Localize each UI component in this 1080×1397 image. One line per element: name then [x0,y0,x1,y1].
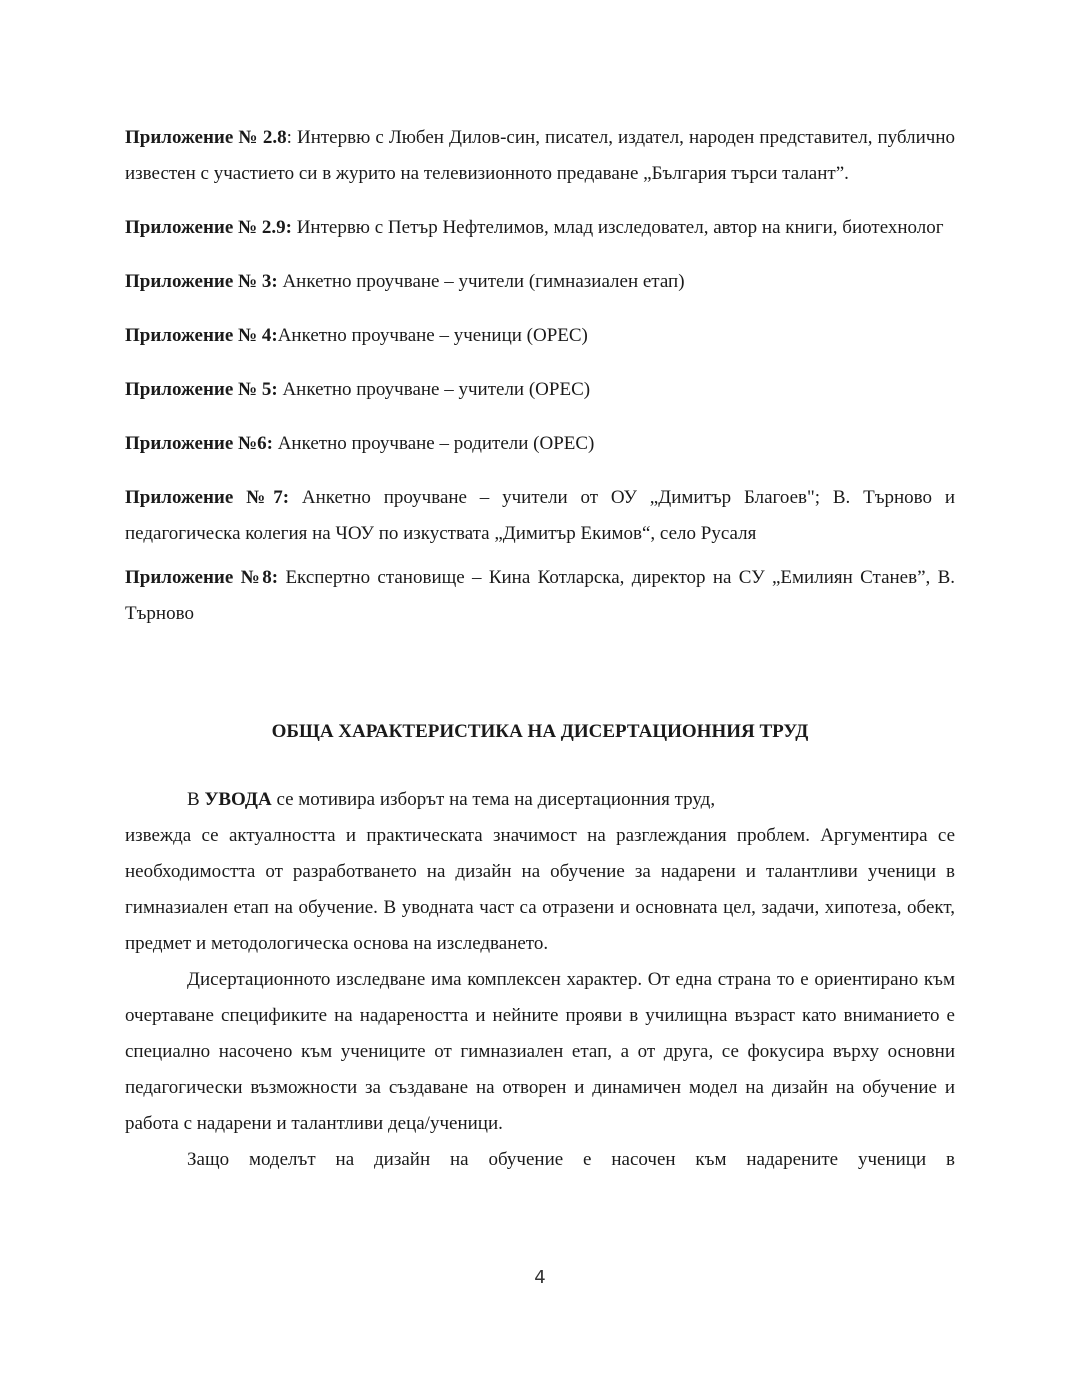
appendix-entry-3 [125,264,955,300]
appendix-label: Приложение № 5: [125,379,278,400]
page-number: 4 [534,1267,546,1288]
appendix-label: Приложение № 3: [125,271,278,292]
appendix-text: Анкетно проучване – родители (ОРЕС) [277,433,595,454]
appendix-text: Интервю с Любен Дилов-син, писател, издател, народен представител, публично известен с участието си в журито на телевизионното предаване „България търси талант”. [125,127,956,184]
section-heading: ОБЩА ХАРАКТЕРИСТИКА НА ДИСЕРТАЦИОННИЯ ТРУД [271,721,809,742]
appendix-label: Приложение № 4: [125,325,278,346]
appendix-entry-5 [125,372,955,408]
paragraph-model-design: Защо моделът на дизайн на обучение е насочен към надарените ученици в [187,1149,955,1170]
appendix-entry-6 [125,426,955,462]
appendix-label: Приложение №7: [125,487,290,508]
appendix-list [125,120,955,632]
document-page [125,120,955,1178]
appendix-entry-8 [125,560,955,632]
appendix-entry-4 [125,318,955,354]
intro-first-line: В УВОДА се мотивира изборът на тема на дисертационния труд, [187,789,716,810]
appendix-label: Приложение № 2.9: [125,217,292,238]
intro-paragraph: извежда се актуалността и практическата значимост на разглеждания проблем. Аргументира се необходимостта от разработването на дизайн на обучение за надарени и талантливи ученици в гимназиален етап на обучение. В уводната част са отразени и основната цел, задачи, хипотеза, обект, предмет и методологическа основа на изследването. [125,825,955,954]
appendix-label: Приложение №8: [125,567,279,588]
paragraph-complex-character: Дисертационното изследване има комплексен характер. От една страна то е ориентирано към очертаване спецификите на надареността и нейните прояви в училищна възраст като вниманието е специално насочено към учениците от гимназиален етап, а от друга, се фокусира върху основни педагогически възможности за създаване на отворен и динамичен модел на дизайн на обучение и работа с надарени и талантливи деца/ученици. [125,969,955,1134]
appendix-text: Анкетно проучване – учители (ОРЕС) [282,379,591,400]
appendix-text: Експертно становище – Кина Котларска, директор на СУ „Емилиян Станев”, В. Търново [125,567,956,624]
appendix-text: Интервю с Петър Нефтелимов, млад изследовател, автор на книги, биотехнолог [296,217,944,238]
appendix-text: Анкетно проучване – учители от ОУ „Димитър Благоев"; В. Търново и педагогическа колегия на ЧОУ по изкуствата „Димитър Екимов“, село Русаля [125,487,956,544]
body-text [125,782,955,1178]
appendix-text: Анкетно проучване – ученици (ОРЕС) [277,325,588,346]
appendix-label: Приложение №6: [125,433,273,454]
appendix-entry-7 [125,480,955,552]
appendix-text: Анкетно проучване – учители (гимназиален етап) [282,271,685,292]
appendix-entry-2-8: Приложение № 2.8: Интервю с Любен Дилов-син, писател, издател, народен представител, публично известен с участието си в журито на телевизионното предаване „България търси талант”. [125,127,956,184]
appendix-label: Приложение № 2.8 [125,127,287,148]
intro-keyword: УВОДА [204,789,272,810]
appendix-entry-2-9 [125,210,955,246]
